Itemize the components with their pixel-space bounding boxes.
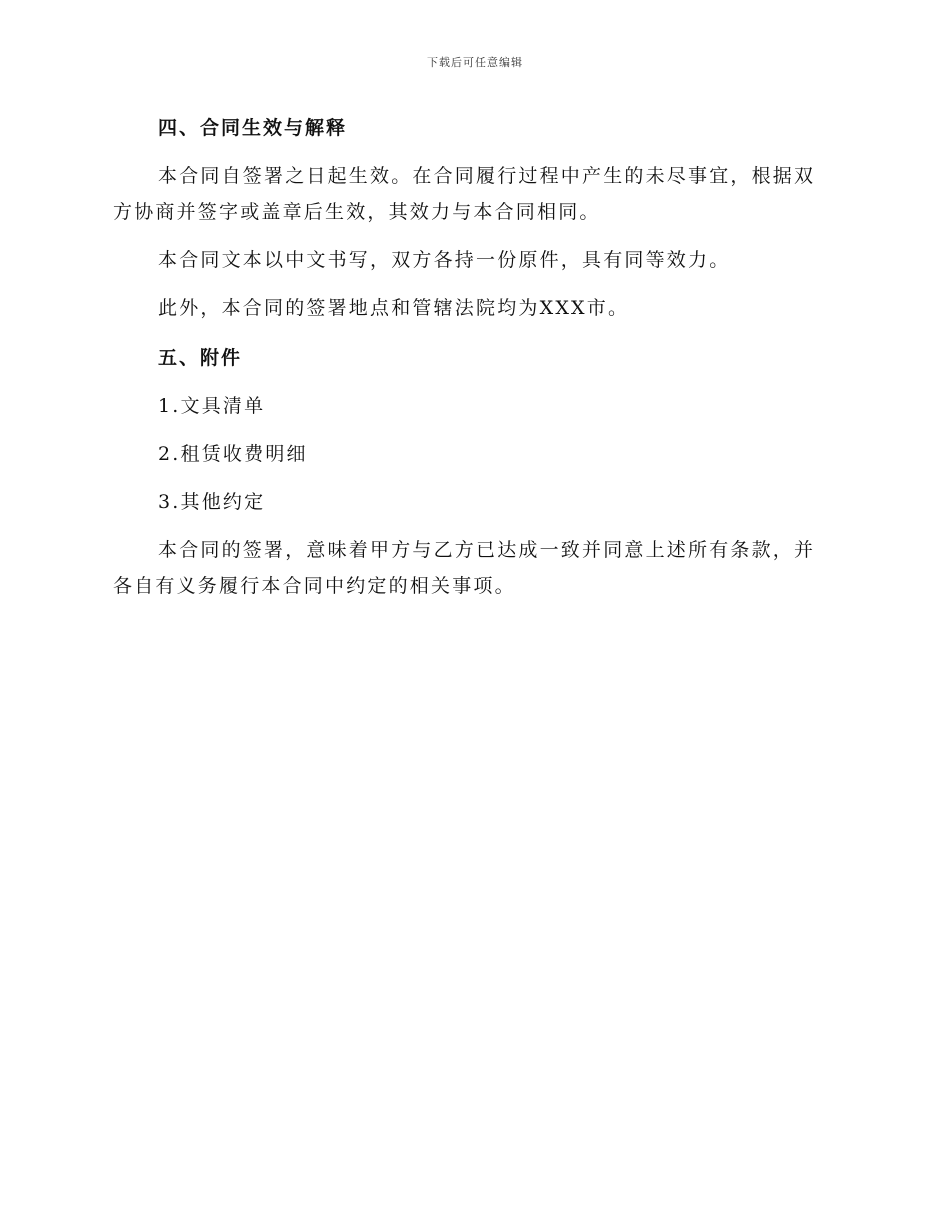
attachment-item-3: 3.其他约定 <box>158 491 266 513</box>
section-5-heading: 五、附件 <box>158 347 243 369</box>
attachment-item-1: 1.文具清单 <box>158 395 266 417</box>
section-4-paragraph-1: 本合同自签署之日起生效。在合同履行过程中产生的未尽事宜，根据双方协商并签字或盖章后生效，其效力与本合同相同。 <box>113 165 816 223</box>
document-body <box>113 108 833 604</box>
attachment-item-2: 2.租赁收费明细 <box>158 443 308 465</box>
closing-paragraph: 本合同的签署，意味着甲方与乙方已达成一致并同意上述所有条款，并各自有义务履行本合同中约定的相关事项。 <box>113 539 816 597</box>
section-4-heading: 四、合同生效与解释 <box>158 117 348 139</box>
section-4-paragraph-3: 此外，本合同的签署地点和管辖法院均为XXX市。 <box>158 297 630 319</box>
header-note: 下载后可任意编辑 <box>427 56 523 69</box>
section-4-paragraph-2: 本合同文本以中文书写，双方各持一份原件，具有同等效力。 <box>158 249 731 271</box>
